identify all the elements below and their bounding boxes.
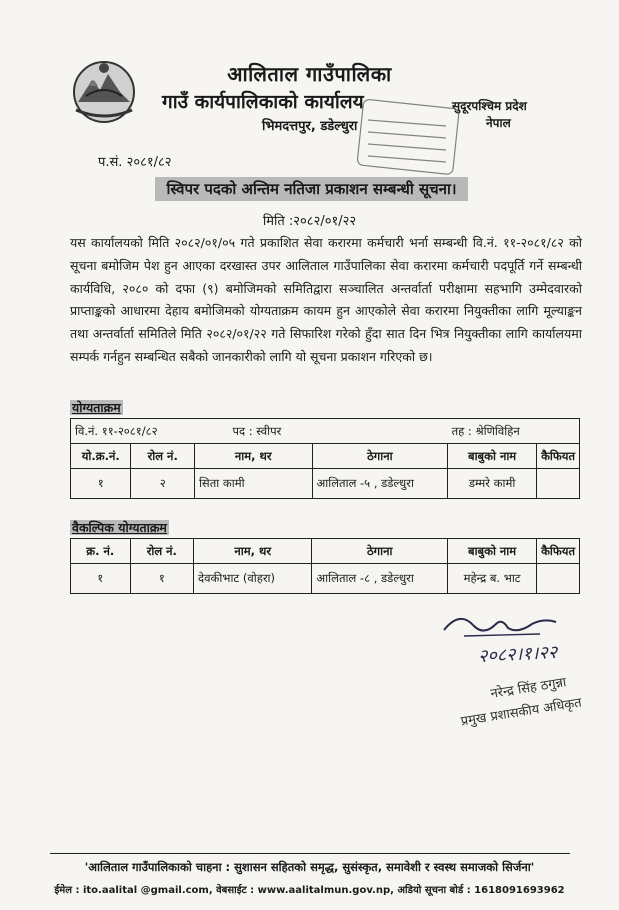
notice-subject: स्विपर पदको अन्तिम नतिजा प्रकाशन सम्बन्धी सूचना। [155, 177, 468, 201]
org-name: आलिताल गाउँपालिका [227, 62, 392, 86]
office-name: गाउँ कार्यपालिकाको कार्यालय [162, 91, 364, 113]
column-header: नाम, थर [194, 444, 312, 469]
alternate-list-table [70, 538, 580, 594]
post-level: तह : श्रेणिविहिन [448, 419, 580, 444]
address-cell: आलिताल -५ , डडेल्धुरा [312, 469, 448, 499]
alternate-list-heading: वैकल्पिक योग्यताक्रम [72, 520, 167, 535]
column-header: ठेगाना [312, 539, 448, 564]
merit-list-heading: योग्यताक्रम [72, 400, 121, 415]
merit-info-row [71, 419, 580, 444]
column-header: क्र. नं. [71, 539, 131, 564]
roll-cell: २ [131, 469, 194, 499]
father-name-cell: डम्मरे कामी [448, 469, 537, 499]
column-header: बाबुको नाम [448, 539, 537, 564]
address-cell: आलिताल -८ , डडेल्धुरा [312, 564, 448, 594]
father-name-cell: महेन्द्र ब. भाट [448, 564, 537, 594]
office-address: भिमदत्तपुर, डडेल्धुरा [262, 119, 358, 134]
footer-contact: ईमेल : ito.aalital @gmail.com, वेबसाईट : www.aalitalmun.gov.np, अडियो सूचना बोर्ड : 1618091693962 [54, 885, 565, 896]
signatory-title: प्रमुख प्रशासकीय अधिकृत [459, 695, 583, 730]
notice-body: यस कार्यालयको मिति २०८२/०१/०५ गते प्रकाशित सेवा करारमा कर्मचारी भर्ना सम्बन्धी वि.नं. ११-२०८१/८२ को सूचना बमोजिम पेश हुन आएका दरखास्त उपर आलिताल गाउँपालिका सेवा करारमा कर्मचारी पदपूर्ति गर्ने सम्बन्धी कार्यविधि, २०८० को दफा (९) बमोजिमको समितिद्वारा सञ्चालित अन्तर्वार्ता परीक्षामा सहभागि उम्मेदवारको प्राप्ताङ्कको आधारमा देहाय बमोजिमको योग्यताक्रम कायम हुन आएकोले सेवा करारमा नियुक्तीका लागि मूल्याङ्कन तथा अन्तर्वार्ता समितिले मिति २०८२/०१/२२ गते सिफारिश गरेको हुँदा सात दिन भित्र नियुक्तीका लागि कार्यालयमा सम्पर्क गर्नहुन सम्बन्धित सबैको जानकारीको लागि यो सूचना प्रकाशन गरिएको छ। [70, 235, 582, 364]
vacancy-number: वि.नं. ११-२०८१/८२ [71, 419, 195, 444]
signature-mark [440, 608, 560, 642]
table-row [71, 469, 580, 499]
column-header: ठेगाना [312, 444, 448, 469]
column-header: कैफियत [537, 444, 580, 469]
country-name: नेपाल [486, 116, 511, 130]
serial-cell: १ [71, 469, 131, 499]
footer-divider [50, 853, 570, 854]
name-cell: देवकीभाट (वोहरा) [194, 564, 312, 594]
remarks-cell [537, 469, 580, 499]
office-stamp [354, 98, 464, 178]
footer-motto: 'आलिताल गाउँपालिकाको चाहना : सुशासन सहितको समृद्ध, सुसंस्कृत, समावेशी र स्वस्थ समाजको सिर्जना' [84, 860, 535, 874]
merit-list-table [70, 418, 580, 499]
signatory-name: नरेन्द्र सिंह ठगुन्ना [489, 675, 568, 702]
merit-header-row [71, 444, 580, 469]
column-header: कैफियत [537, 539, 580, 564]
table-row [71, 564, 580, 594]
column-header: रोल नं. [130, 539, 193, 564]
notice-date: मिति :२०८२/०१/२२ [262, 214, 357, 229]
column-header: नाम, थर [194, 539, 312, 564]
remarks-cell [537, 564, 580, 594]
column-header: यो.क्र.नं. [71, 444, 131, 469]
name-cell: सिता कामी [194, 469, 312, 499]
column-header: रोल नं. [131, 444, 194, 469]
post-name: पद : स्वीपर [194, 419, 447, 444]
serial-cell: १ [71, 564, 131, 594]
alternate-header-row [71, 539, 580, 564]
column-header: बाबुको नाम [448, 444, 537, 469]
roll-cell: १ [130, 564, 193, 594]
signature-date: २०८२।१।२२ [477, 641, 558, 668]
reference-number: प.सं. २०८१/८२ [98, 155, 172, 170]
province-name: सुदूरपश्चिम प्रदेश [452, 99, 527, 113]
